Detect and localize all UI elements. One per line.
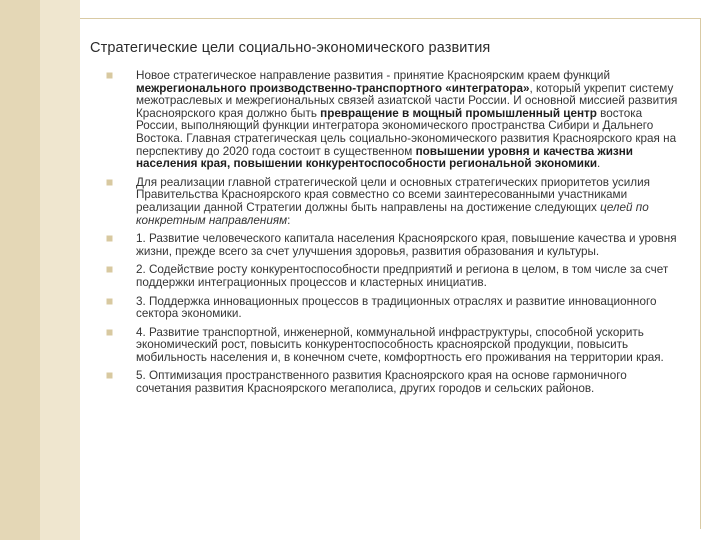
item-bold-text: межрегионального производственно-транспортного «интегратора»: [136, 81, 530, 95]
bullet-icon: [106, 266, 113, 273]
list-item: [98, 70, 678, 171]
bullet-list: [98, 70, 678, 402]
item-text: 1. Развитие человеческого капитала населения Красноярского края, повышение качества и уровня жизни, прежде всего за счет улучшения здоровья, развития образования и культуры.: [136, 232, 677, 258]
item-text: .: [597, 157, 601, 171]
bullet-icon: [106, 372, 113, 379]
item-text: , который укрепит систему межотраслевых и межрегиональных связей азиатской части России. И основной миссией развития Красноярского края должно быть: [136, 81, 678, 120]
item-text: 4. Развитие транспортной, инженерной, коммунальной инфраструктуры, способной ускорить экономический рост, повысить конкурентоспособность красноярской продукции, повысить мобильность населения и, в конечном счете, комфортность его проживания на территории края.: [136, 325, 664, 364]
bullet-icon: [106, 179, 113, 186]
bullet-icon: [106, 329, 113, 336]
item-text: Для реализации главной стратегической цели и основных стратегических приоритетов усилия Правительства Красноярского края совместно со всеми заинтересованными участниками реализации данной Стратегии должны быть направлены на достижение следующих: [136, 175, 650, 214]
list-item: [98, 296, 678, 321]
bullet-icon: [106, 298, 113, 305]
list-item: [98, 264, 678, 289]
list-item: [98, 327, 678, 365]
item-italic-text: целей по конкретным направлениям: [136, 200, 649, 227]
bullet-icon: [106, 72, 113, 79]
item-bold-text: превращение в мощный промышленный центр: [320, 106, 597, 120]
left-decor-strip: [0, 0, 40, 540]
item-text: 2. Содействие росту конкурентоспособности предприятий и региона в целом, в том числе за счет поддержки интеграционных процессов и кластерных инициатив.: [136, 263, 669, 289]
list-item: [98, 177, 678, 227]
item-bold-text: повышении уровня и качества жизни населения края, повышении конкурентоспособности региональной экономики: [136, 144, 633, 171]
item-text: 5. Оптимизация пространственного развития Красноярского края на основе гармоничного сочетания развития Красноярского мегаполиса, других городов и сельских районов.: [136, 369, 627, 396]
item-text: 3. Поддержка инновационных процессов в традиционных отраслях и развитие инновационного сектора экономики.: [136, 294, 657, 321]
list-item: [98, 370, 678, 395]
list-item: [98, 233, 678, 258]
item-text: Новое стратегическое направление развития - принятие Красноярским краем функций: [136, 69, 610, 82]
bullet-icon: [106, 235, 113, 242]
slide-title: Стратегические цели социально-экономического развития: [90, 40, 491, 56]
item-text: :: [287, 213, 291, 227]
item-text: востока России, выполняющий функции интегратора экономического пространства Сибири и Дальнего Востока. Главная стратегическая цель социально-экономического развития Красноярского края на перспективу до 2020 года состоит в существенном: [136, 106, 677, 158]
